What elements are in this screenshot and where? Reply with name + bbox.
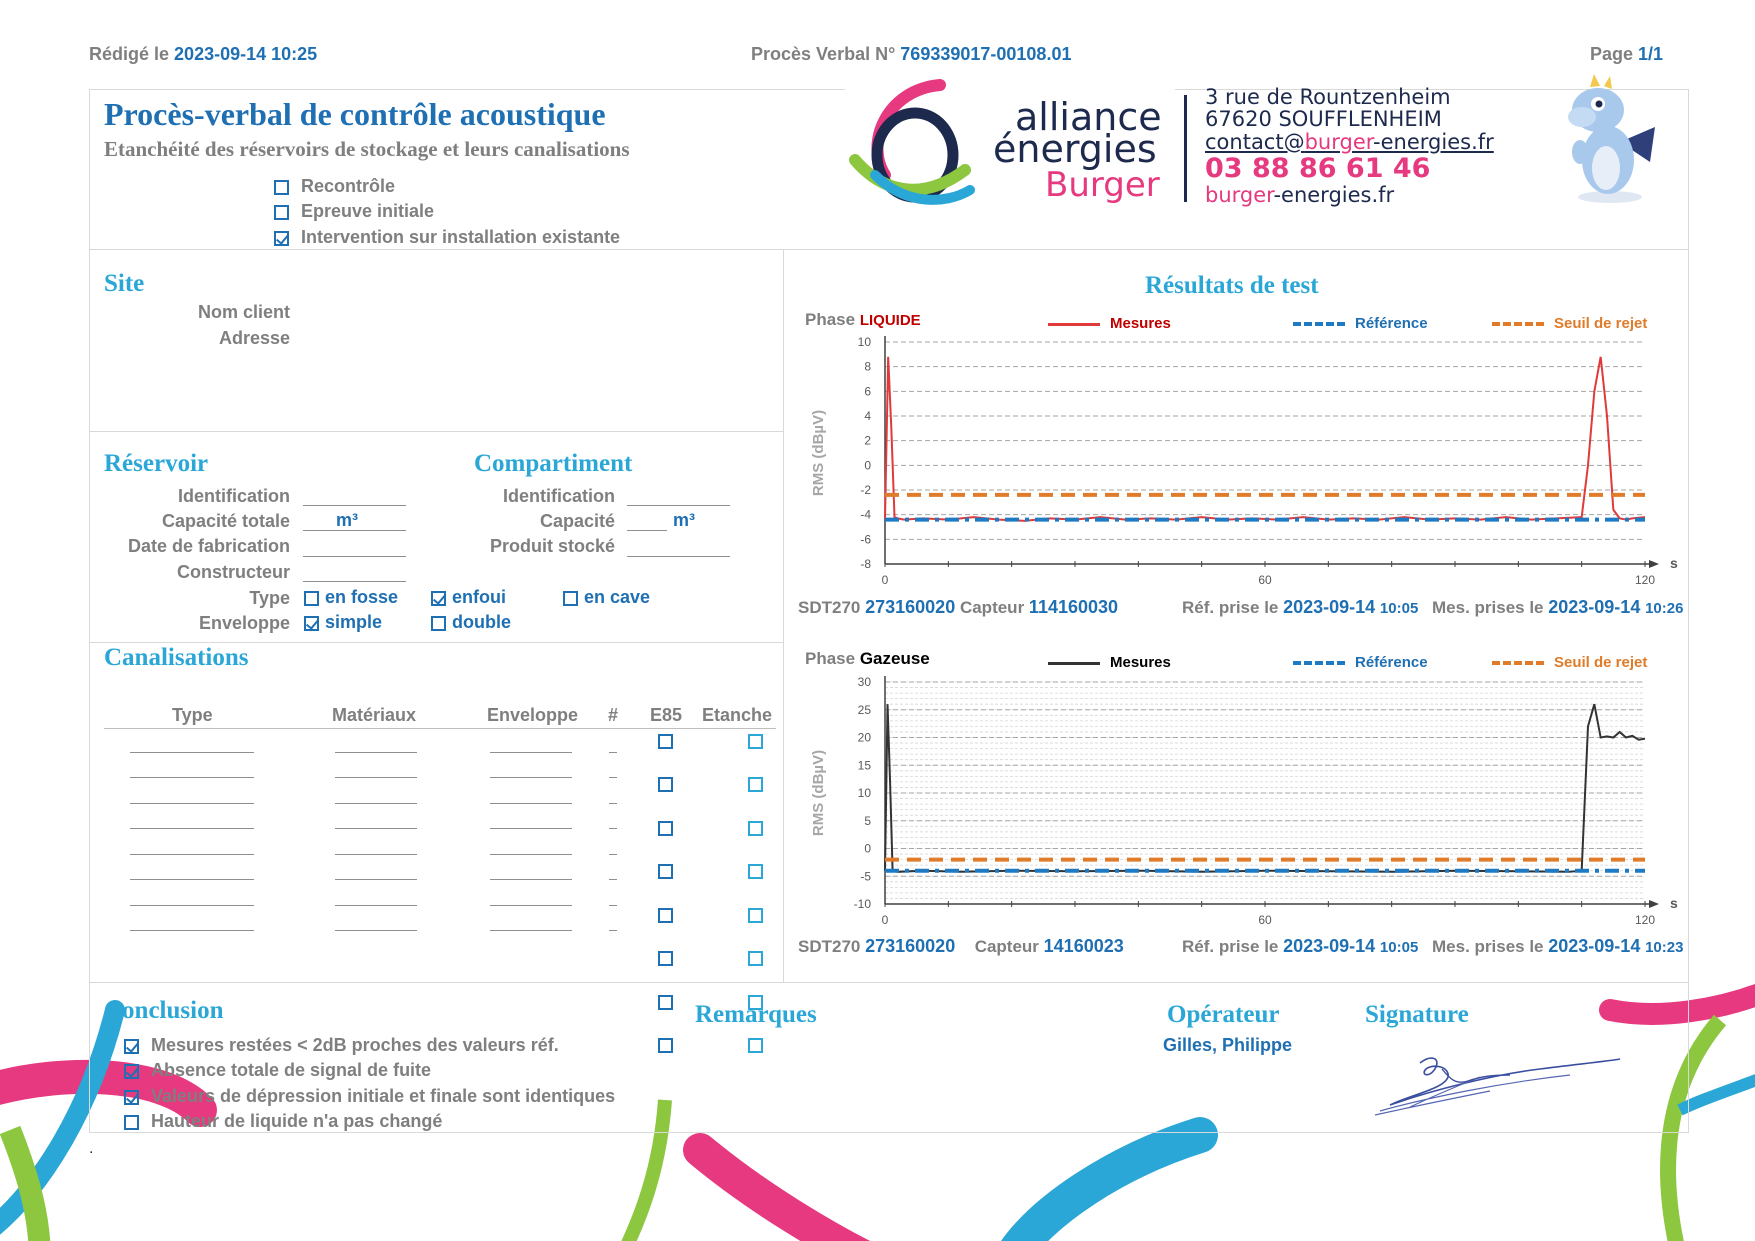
y-tick-label: 20 — [857, 730, 871, 745]
checkbox-conclusion-3[interactable] — [124, 1090, 139, 1105]
operator-name: Gilles, Philippe — [1163, 1035, 1293, 1055]
company-phone: 03 88 86 61 46 — [1205, 153, 1431, 184]
chart1-legend-threshold: Seuil de rejet — [1492, 315, 1647, 332]
compartment-id-field[interactable] — [627, 505, 730, 506]
type-en-fosse[interactable]: en fosse — [304, 587, 398, 608]
pipe-material-field[interactable] — [335, 930, 417, 931]
checkbox-en-cave[interactable] — [563, 591, 578, 606]
compartment-product-field[interactable] — [627, 556, 730, 557]
pipe-tight-checkbox[interactable] — [748, 734, 763, 749]
page-number: Page 1/1 — [1590, 44, 1664, 64]
option-intervention[interactable]: Intervention sur installation existante — [274, 227, 620, 248]
x-tick-label: 0 — [881, 913, 889, 927]
chart-gazeuse — [783, 670, 1689, 932]
pipes-col-type: Type — [172, 705, 213, 725]
logo-divider — [1184, 95, 1187, 202]
pipes-col-tight: Etanche — [702, 705, 773, 725]
y-tick-label: -4 — [860, 507, 871, 522]
x-tick-label: 0 — [881, 573, 889, 587]
legend-line-threshold — [1492, 661, 1544, 665]
y-tick-label: 30 — [857, 675, 871, 689]
pipe-type-field[interactable] — [130, 803, 254, 804]
chart1-meta: SDT270 273160020 Capteur 114160030 — [798, 597, 1119, 617]
y-tick-label: 0 — [864, 458, 871, 473]
pipe-envelope-field[interactable] — [490, 854, 572, 855]
x-tick-label: 120 — [1634, 913, 1656, 927]
table-row — [0, 72, 34, 90]
pipe-tight-checkbox[interactable] — [748, 951, 763, 966]
pipe-type-field[interactable] — [130, 777, 254, 778]
pipe-type-field[interactable] — [130, 828, 254, 829]
table-row — [0, 0, 34, 18]
pipe-type-field[interactable] — [130, 879, 254, 880]
pipe-material-field[interactable] — [335, 879, 417, 880]
reservoir-date-field[interactable] — [303, 556, 406, 557]
y-tick-label: 0 — [864, 841, 871, 856]
compartment-capacity-label: Capacité — [539, 511, 615, 531]
pipe-e85-checkbox[interactable] — [658, 821, 673, 836]
y-tick-label: 10 — [857, 335, 871, 349]
pipe-type-field[interactable] — [130, 752, 254, 753]
envelope-double[interactable]: double — [431, 612, 511, 633]
pipe-material-field[interactable] — [335, 828, 417, 829]
reservoir-type-label: Type — [249, 588, 290, 608]
pipe-envelope-field[interactable] — [490, 879, 572, 880]
company-address2: 67620 SOUFFLENHEIM — [1205, 107, 1442, 131]
signature-scribble — [1370, 1045, 1630, 1120]
option-recontrole[interactable]: Recontrôle — [274, 176, 395, 197]
y-tick-label: 10 — [857, 786, 871, 800]
legend-line-threshold — [1492, 322, 1544, 326]
chart-liquide — [783, 330, 1689, 592]
pipes-rows — [0, 0, 34, 144]
pipe-type-field[interactable] — [130, 905, 254, 906]
checkbox-conclusion-4[interactable] — [124, 1115, 139, 1130]
type-enfoui[interactable]: enfoui — [431, 587, 506, 608]
pipe-type-field[interactable] — [130, 930, 254, 931]
legend-line-measures — [1048, 662, 1100, 665]
x-tick-label: 60 — [1258, 913, 1272, 927]
y-axis-label: RMS (dBµV) — [810, 409, 827, 497]
x-tick-label: 120 — [1634, 573, 1656, 587]
chart2-legend-reference: Référence — [1293, 654, 1428, 671]
logo-word-alliance: alliance — [1015, 95, 1162, 139]
pipes-col-materials: Matériaux — [332, 705, 417, 725]
chart1-mes-date: Mes. prises le 2023-09-14 10:26 — [1432, 597, 1684, 617]
pipe-count-field[interactable] — [609, 803, 617, 804]
reservoir-id-label: Identification — [178, 486, 290, 506]
remarks-title: Remarques — [695, 1001, 817, 1028]
legend-line-reference — [1293, 322, 1345, 326]
chart2-ref-date: Réf. prise le 2023-09-14 10:05 — [1182, 936, 1419, 956]
legend-line-measures — [1048, 323, 1100, 326]
checkbox-epreuve-initiale[interactable] — [274, 205, 289, 220]
checkbox-simple[interactable] — [304, 616, 319, 631]
y-tick-label: -8 — [860, 557, 871, 571]
y-tick-label: -5 — [860, 869, 871, 884]
pipe-e85-checkbox[interactable] — [658, 864, 673, 879]
results-title: Résultats de test — [1145, 272, 1319, 299]
chart1-legend-measures: Mesures — [1048, 315, 1171, 332]
checkbox-double[interactable] — [431, 616, 446, 631]
y-tick-label: 25 — [857, 702, 871, 717]
chart2-phase: Phase Gazeuse — [805, 649, 930, 668]
pipe-count-field[interactable] — [609, 752, 617, 753]
swoosh-pink-mid — [700, 1150, 870, 1241]
company-website[interactable]: burger-energies.fr — [1205, 183, 1395, 207]
pipe-material-field[interactable] — [335, 777, 417, 778]
y-axis-label: RMS (dBµV) — [810, 749, 827, 837]
compartment-capacity-field[interactable] — [627, 530, 667, 531]
checkbox-conclusion-2[interactable] — [124, 1064, 139, 1079]
option-epreuve-initiale[interactable]: Epreuve initiale — [274, 201, 434, 222]
pipe-e85-checkbox[interactable] — [658, 995, 673, 1010]
y-tick-label: 6 — [864, 384, 871, 399]
company-logo — [845, 75, 1175, 215]
document-subtitle: Etanchéité des réservoirs de stockage et leurs canalisations — [104, 137, 630, 161]
type-en-cave[interactable]: en cave — [563, 587, 650, 608]
pipe-e85-checkbox[interactable] — [658, 777, 673, 792]
chart1-ref-date: Réf. prise le 2023-09-14 10:05 — [1182, 597, 1419, 617]
pipe-tight-checkbox[interactable] — [748, 777, 763, 792]
x-axis-unit: s — [1670, 895, 1678, 911]
report-number: Procès Verbal N° 769339017-00108.01 — [751, 44, 1072, 64]
pipe-e85-checkbox[interactable] — [658, 908, 673, 923]
pipe-material-field[interactable] — [335, 803, 417, 804]
chart1-legend-reference: Référence — [1293, 315, 1428, 332]
chart-plot-area — [810, 335, 1678, 587]
y-tick-label: 2 — [864, 433, 871, 448]
pipe-envelope-field[interactable] — [490, 828, 572, 829]
reservoir-capacity-unit: m³ — [336, 510, 358, 530]
y-tick-label: -2 — [860, 483, 871, 497]
checkbox-enfoui[interactable] — [431, 591, 446, 606]
written-date: Rédigé le 2023-09-14 10:25 — [89, 44, 318, 64]
reservoir-date-label: Date de fabrication — [127, 536, 290, 556]
pipe-tight-checkbox[interactable] — [748, 821, 763, 836]
table-row — [0, 54, 34, 72]
conclusion-item[interactable]: Mesures restées < 2dB proches des valeurs réf. — [124, 1035, 559, 1056]
pipe-count-field[interactable] — [609, 905, 617, 906]
pipe-material-field[interactable] — [335, 854, 417, 855]
pipes-header-rule — [104, 728, 776, 729]
envelope-simple[interactable]: simple — [304, 612, 382, 633]
x-axis-unit: s — [1670, 555, 1678, 571]
dragon-mascot — [1560, 72, 1660, 207]
pipe-count-field[interactable] — [609, 828, 617, 829]
y-tick-label: 4 — [864, 409, 871, 423]
pipe-envelope-field[interactable] — [490, 803, 572, 804]
compartment-product-label: Produit stocké — [489, 536, 615, 556]
pipes-box — [89, 642, 784, 983]
signature-title: Signature — [1365, 1001, 1469, 1028]
reservoir-id-field[interactable] — [303, 505, 406, 506]
table-row — [0, 126, 34, 144]
conclusion-item[interactable]: Valeurs de dépression initiale et finale sont identiques — [124, 1086, 615, 1107]
series-measures-line — [885, 704, 1645, 872]
reservoir-title: Réservoir — [104, 450, 209, 477]
conclusion-item[interactable]: Hauteur de liquide n'a pas changé — [124, 1111, 442, 1132]
company-address1: 3 rue de Rountzenheim — [1205, 85, 1451, 109]
y-tick-label: 5 — [864, 813, 871, 828]
x-tick-label: 60 — [1258, 573, 1272, 587]
pipe-material-field[interactable] — [335, 752, 417, 753]
company-address-block — [1205, 86, 1550, 206]
document-title: Procès-verbal de contrôle acoustique — [104, 96, 606, 132]
compartment-title: Compartiment — [474, 450, 633, 477]
company-email[interactable]: contact@burger-energies.fr — [1205, 130, 1494, 154]
pipe-count-field[interactable] — [609, 930, 617, 931]
pipes-title: Canalisations — [104, 644, 249, 671]
pipe-envelope-field[interactable] — [490, 930, 572, 931]
pipe-tight-checkbox[interactable] — [748, 1038, 763, 1053]
pipes-col-count: # — [608, 705, 619, 725]
pipe-e85-checkbox[interactable] — [658, 951, 673, 966]
pipe-count-field[interactable] — [609, 854, 617, 855]
pipe-envelope-field[interactable] — [490, 777, 572, 778]
pipe-e85-checkbox[interactable] — [658, 1038, 673, 1053]
swoosh-green-left — [10, 1130, 40, 1241]
compartment-capacity-unit: m³ — [673, 510, 695, 530]
pipe-type-field[interactable] — [130, 854, 254, 855]
logo-word-energies: énergies — [993, 127, 1157, 171]
y-tick-label: -6 — [860, 532, 871, 547]
pipes-col-e85: E85 — [650, 705, 683, 725]
operator-title: Opérateur — [1167, 1001, 1280, 1028]
footer-dot: . — [89, 1140, 94, 1157]
reservoir-builder-field[interactable] — [303, 581, 406, 582]
pipe-envelope-field[interactable] — [490, 905, 572, 906]
pipe-material-field[interactable] — [335, 905, 417, 906]
reservoir-envelope-label: Enveloppe — [198, 613, 290, 633]
reservoir-capacity-label: Capacité totale — [161, 511, 290, 531]
checkbox-recontrole[interactable] — [274, 180, 289, 195]
pipe-count-field[interactable] — [609, 777, 617, 778]
pipe-e85-checkbox[interactable] — [658, 734, 673, 749]
pipe-tight-checkbox[interactable] — [748, 908, 763, 923]
legend-line-reference — [1293, 661, 1345, 665]
y-tick-label: 15 — [857, 758, 871, 773]
x-axis-arrow — [1649, 900, 1659, 908]
table-row — [0, 90, 34, 108]
y-tick-label: -10 — [853, 897, 871, 911]
chart2-legend-threshold: Seuil de rejet — [1492, 654, 1647, 671]
chart2-mes-date: Mes. prises le 2023-09-14 10:23 — [1432, 936, 1684, 956]
checkbox-conclusion-1[interactable] — [124, 1039, 139, 1054]
pipes-col-envelope: Enveloppe — [487, 705, 579, 725]
pipe-tight-checkbox[interactable] — [748, 864, 763, 879]
client-name-label: Nom client — [197, 302, 290, 322]
swoosh-cyan-mid — [1010, 1135, 1200, 1241]
chart1-phase: Phase LIQUIDE — [805, 310, 921, 329]
conclusion-item[interactable]: Absence totale de signal de fuite — [124, 1060, 431, 1081]
conclusion-title: Conclusion — [104, 997, 224, 1024]
table-row — [0, 18, 34, 36]
chart-plot-area — [810, 675, 1678, 927]
address-label: Adresse — [218, 328, 290, 348]
reservoir-capacity-field[interactable] — [303, 530, 406, 531]
checkbox-intervention[interactable] — [274, 231, 289, 246]
reservoir-builder-label: Constructeur — [176, 562, 290, 582]
y-tick-label: 8 — [864, 359, 871, 374]
pipe-envelope-field[interactable] — [490, 752, 572, 753]
chart2-legend-measures: Mesures — [1048, 654, 1171, 671]
x-axis-arrow — [1649, 560, 1659, 568]
pipe-count-field[interactable] — [609, 879, 617, 880]
table-row — [0, 108, 34, 126]
checkbox-en-fosse[interactable] — [304, 591, 319, 606]
logo-word-burger: Burger — [1045, 165, 1160, 205]
compartment-id-label: Identification — [503, 486, 615, 506]
chart2-meta: SDT270 273160020 Capteur 14160023 — [798, 936, 1124, 956]
site-title: Site — [104, 270, 145, 297]
table-row — [0, 36, 34, 54]
